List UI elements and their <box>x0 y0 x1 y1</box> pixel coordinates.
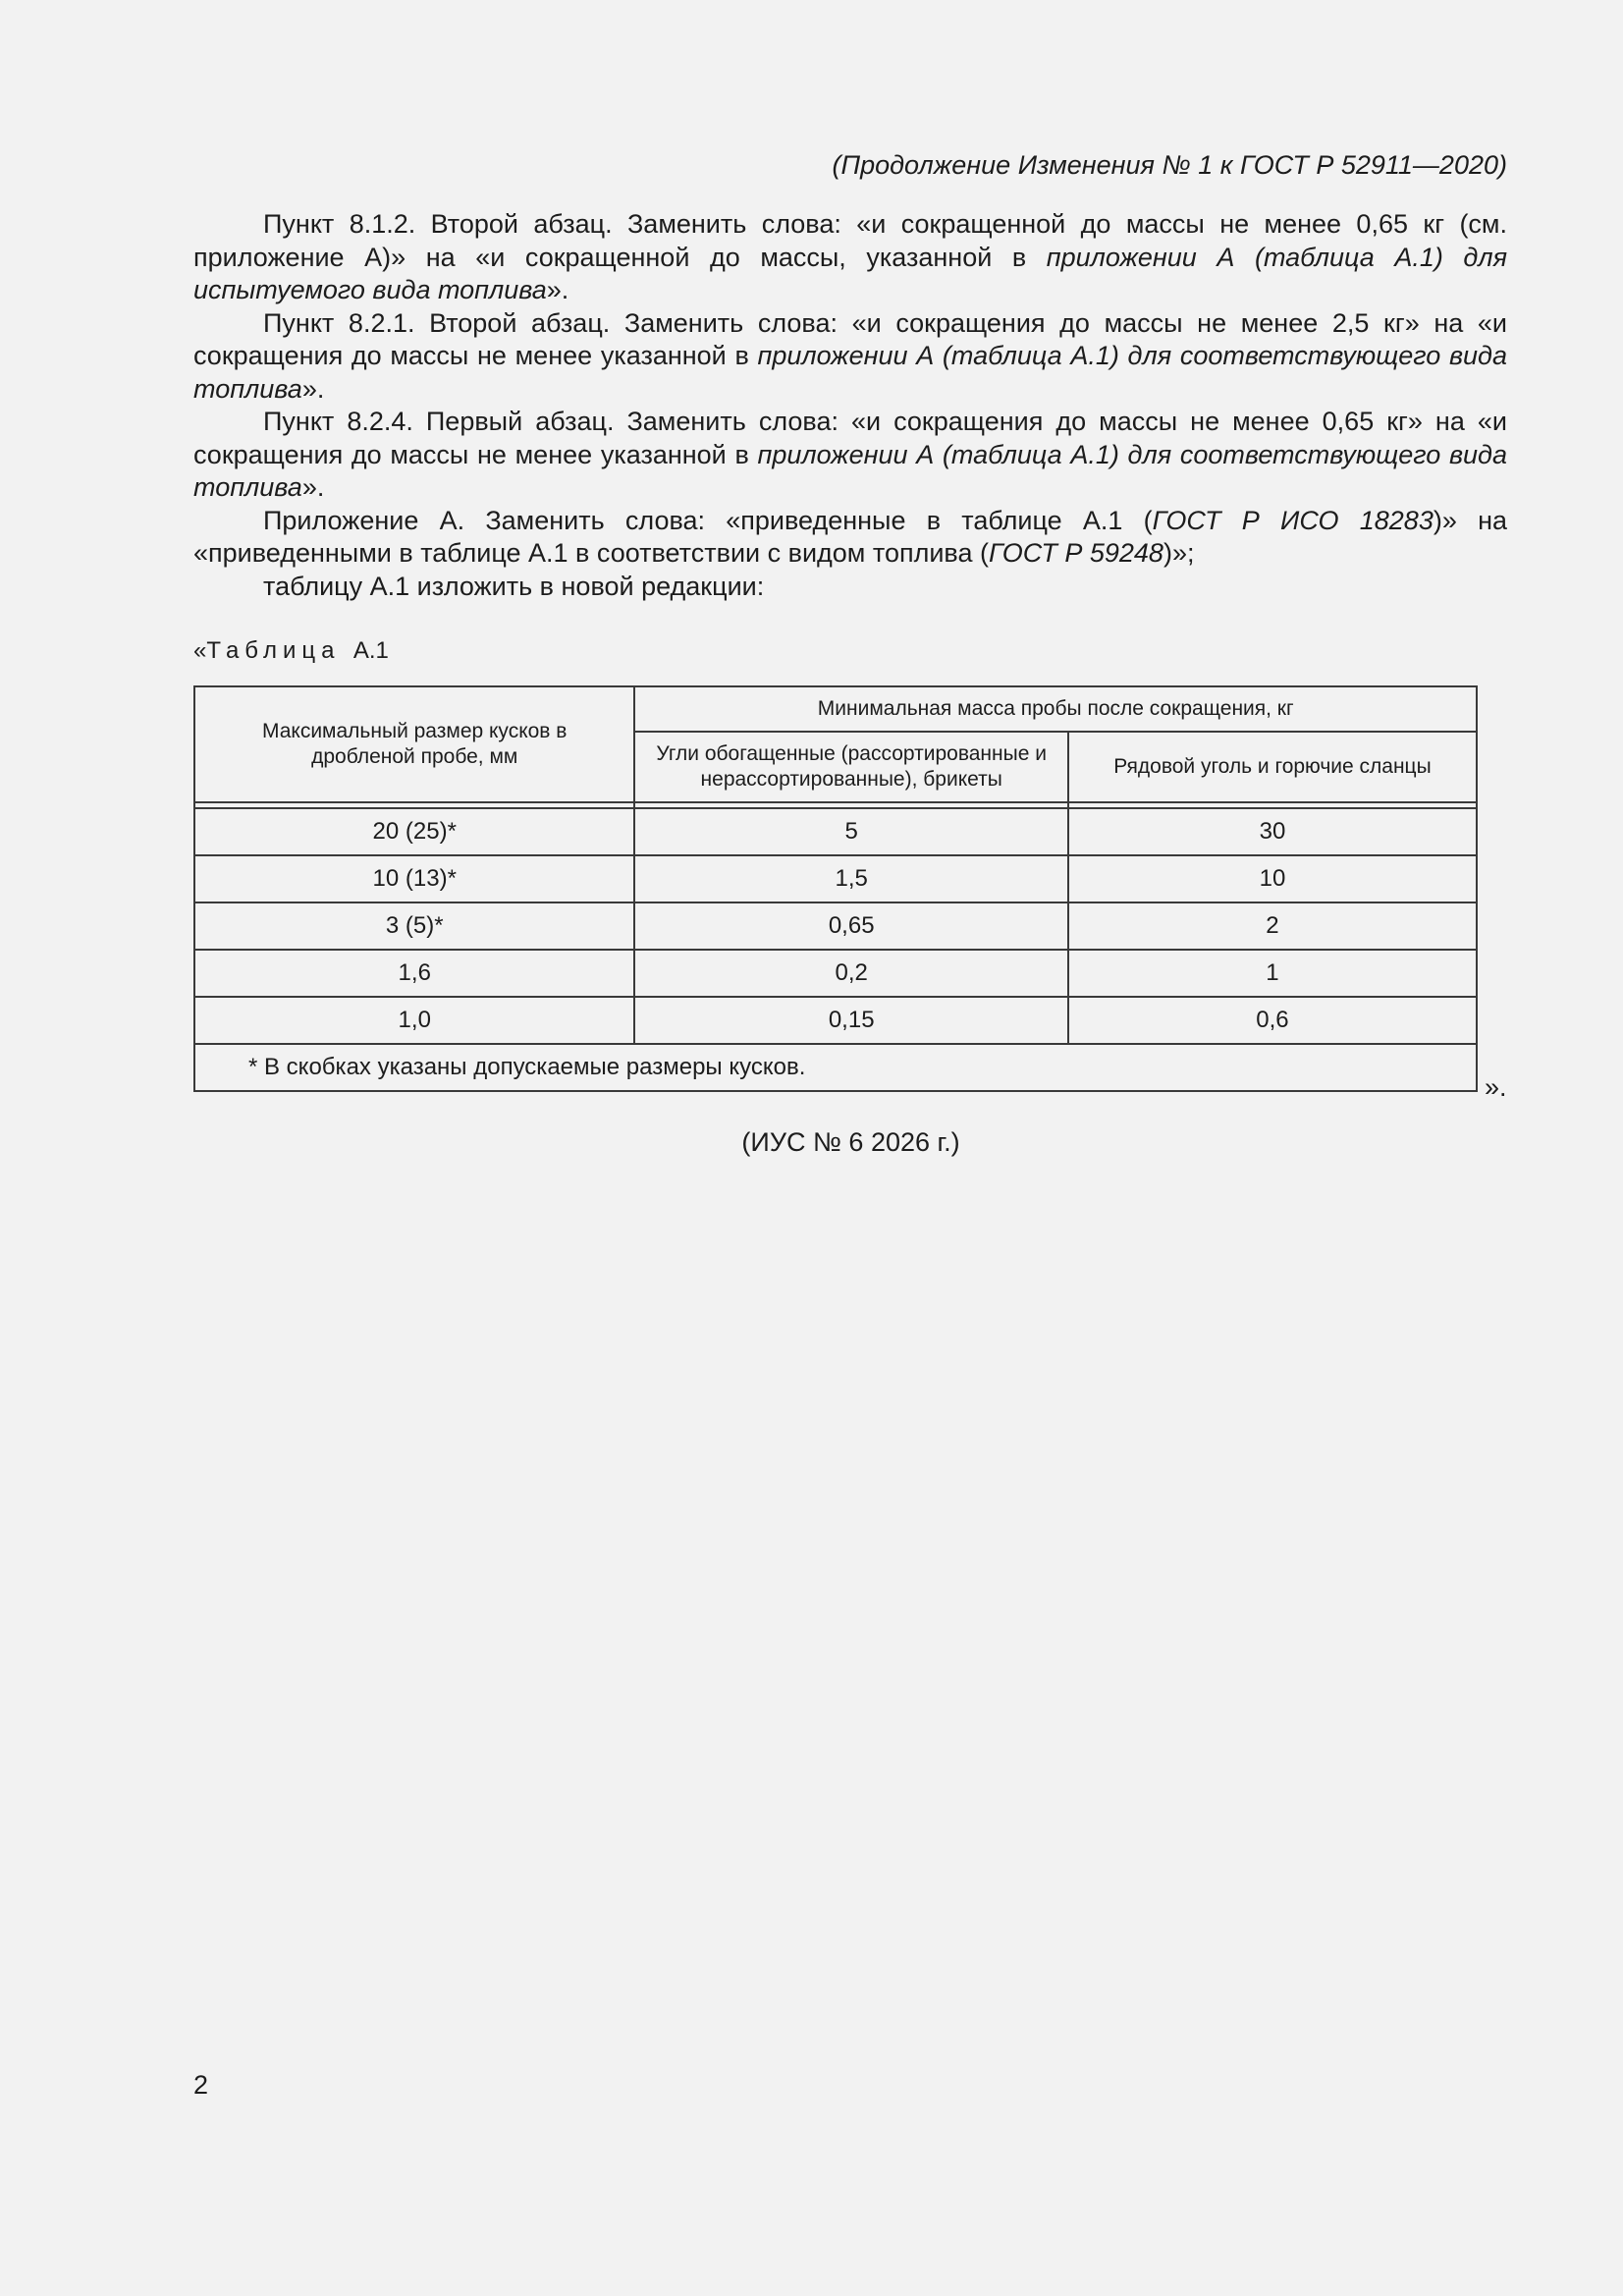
paragraph-8-2-4: Пункт 8.2.4. Первый абзац. Заменить слова: «и сокращения до массы не менее 0,65 кг» на «и сокращения до массы не менее указанной в приложении А (таблица А.1) для соответствующего вида топлива». <box>193 407 1507 502</box>
header-raw-coal: Рядовой уголь и горючие сланцы <box>1068 732 1477 802</box>
closing-quote: ». <box>1485 1072 1507 1102</box>
cell-enriched: 0,2 <box>634 950 1067 997</box>
cell-raw: 10 <box>1068 855 1477 902</box>
cell-enriched: 1,5 <box>634 855 1067 902</box>
table-caption: «Таблица А.1 <box>193 637 389 664</box>
cell-size: 1,0 <box>194 997 634 1044</box>
cell-size: 10 (13)* <box>194 855 634 902</box>
table-footnote: * В скобках указаны допускаемые размеры кусков. <box>194 1044 1477 1091</box>
cell-raw: 2 <box>1068 902 1477 950</box>
table-row <box>194 808 1477 855</box>
cell-enriched: 0,15 <box>634 997 1067 1044</box>
paragraph-appendix-a: Приложение А. Заменить слова: «приведенные в таблице А.1 (ГОСТ Р ИСО 18283)» на «приведенными в таблице А.1 в соответствии с видом топлива (ГОСТ Р 59248)»; <box>193 505 1508 568</box>
ius-reference: (ИУС № 6 2026 г.) <box>741 1127 960 1157</box>
cell-size: 20 (25)* <box>194 808 634 855</box>
cell-raw: 30 <box>1068 808 1477 855</box>
paragraph-8-1-2: Пункт 8.1.2. Второй абзац. Заменить слова: «и сокращенной до массы не менее 0,65 кг (см. приложение А)» на «и сокращенной до массы, указанной в приложении А (таблица А.1) для испытуемого вида топлива». <box>193 209 1507 304</box>
page-header: (Продолжение Изменения № 1 к ГОСТ Р 52911—2020) <box>832 150 1507 180</box>
header-max-size: Максимальный размер кусков в дробленой пробе, мм <box>194 686 634 802</box>
cell-raw: 0,6 <box>1068 997 1477 1044</box>
paragraph-table-intro: таблицу А.1 изложить в новой редакции: <box>263 571 765 601</box>
table-a1 <box>193 685 1478 1092</box>
cell-size: 3 (5)* <box>194 902 634 950</box>
page-number: 2 <box>193 2070 209 2100</box>
cell-enriched: 0,65 <box>634 902 1067 950</box>
header-min-mass: Минимальная масса пробы после сокращения, кг <box>634 686 1477 732</box>
header-enriched-coal: Угли обогащенные (рассортированные и нерассортированные), брикеты <box>634 732 1067 802</box>
cell-enriched: 5 <box>634 808 1067 855</box>
table-row <box>194 997 1477 1044</box>
table-row <box>194 902 1477 950</box>
table-row <box>194 855 1477 902</box>
body-text <box>193 208 1507 603</box>
paragraph-8-2-1: Пункт 8.2.1. Второй абзац. Заменить слова: «и сокращения до массы не менее 2,5 кг» на «и сокращения до массы не менее указанной в приложении А (таблица А.1) для соответствующего вида топлива». <box>193 307 1507 404</box>
table-row <box>194 950 1477 997</box>
cell-raw: 1 <box>1068 950 1477 997</box>
cell-size: 1,6 <box>194 950 634 997</box>
